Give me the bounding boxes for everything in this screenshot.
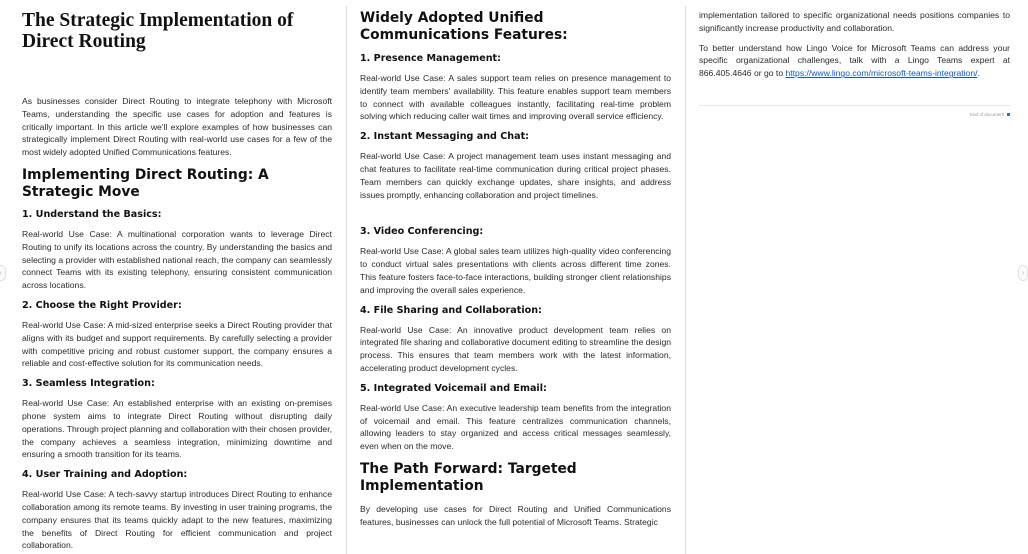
item-heading: 3. Seamless Integration:	[22, 378, 155, 390]
item-text: Real-world Use Case: A tech-savvy startup introduces Direct Routing to enhance collaboration among its remote teams. By investing in user training programs, the company ensures that its teams quickly adapt to the new features, maximizing the benefits of Direct Routing for efficient communication and project collaboration.	[22, 489, 332, 551]
end-of-document-marker	[970, 112, 1010, 117]
end-of-document-label: End of document	[969, 112, 1004, 117]
item-heading: 1. Understand the Basics:	[22, 208, 162, 220]
item-text: Real-world Use Case: An established enterprise with an existing on-premises phone system aims to integrate Direct Routing without disrupting daily operations. Through project planning and collaboration with their chosen provider, the company achieves a seamless integration, minimizing downtime and ensuring a smooth transition for its teams.	[22, 398, 332, 460]
section-heading-implementing: Implementing Direct Routing: A Strategic Move	[22, 166, 269, 200]
lingo-integration-link[interactable]: https://www.lingo.com/microsoft-teams-integration/	[785, 68, 978, 79]
item-heading: 4. User Training and Adoption:	[22, 469, 188, 481]
cta-end: .	[977, 68, 980, 79]
cta-paragraph	[699, 42, 1010, 80]
item-heading: 5. Integrated Voicemail and Email:	[360, 382, 547, 394]
column-divider	[685, 6, 686, 554]
path-forward-continued: implementation tailored to specific organizational needs positions companies to significantly increase productivity and collaboration.	[699, 10, 1010, 33]
column-3	[699, 0, 1010, 554]
column-divider	[346, 6, 347, 554]
end-square-icon	[1007, 113, 1010, 116]
item-heading: 4. File Sharing and Collaboration:	[360, 304, 542, 316]
path-forward-text: By developing use cases for Direct Routing and Unified Communications features, businesses can unlock the full potential of Microsoft Teams. Strategic	[360, 503, 671, 527]
column-2	[360, 0, 671, 554]
item-text: Real-world Use Case: A sales support team relies on presence management to identify team members' availability. This feature enables support team members to connect with available colleagues instantly, facilitating real-time problem solving which reducing caller wait times and improving overall service efficiency.	[360, 73, 671, 122]
section-heading-path-forward: The Path Forward: Targeted Implementation	[360, 460, 577, 494]
column-1	[22, 0, 332, 554]
cta-text: To better understand how Lingo Voice for Microsoft Teams can address your specific organizational challenges, talk with a Lingo Teams expert at 866.405.4646 or go to	[699, 42, 1010, 79]
item-heading: 2. Instant Messaging and Chat:	[360, 131, 530, 143]
end-divider	[699, 105, 1010, 106]
item-heading: 3. Video Conferencing:	[360, 226, 484, 238]
next-page-arrow-icon[interactable]: ›	[1018, 265, 1028, 281]
item-heading: 1. Presence Management:	[360, 53, 501, 64]
item-text: Real-world Use Case: A mid-sized enterprise seeks a Direct Routing provider that aligns with its budget and support requirements. By carefully selecting a provider with competitive pricing and robust customer support, the company ensures a reliable and cost-effective solution for its communication needs.	[22, 319, 332, 369]
item-text: Real-world Use Case: A project management team uses instant messaging and chat features to facilitate real-time communication during critical project phases. Team members can quickly exchange updates, share insights, and address issues promptly, enhancing collaboration and project timelines.	[360, 151, 671, 200]
prev-page-arrow-icon[interactable]	[0, 265, 6, 281]
item-text: Real-world Use Case: A multinational corporation wants to leverage Direct Routing to unify its locations across the country. By understanding the basics and selecting a provider with established national reach, the company can seamlessly connect Teams with its existing telephony, ensuring consistent communication across locations.	[22, 228, 332, 291]
article-title: The Strategic Implementation of Direct Routing	[22, 10, 294, 52]
item-text: Real-world Use Case: A global sales team utilizes high-quality video conferencing to conduct virtual sales presentations with clients across different time zones. This feature fosters face-to-face interactions, building stronger client relationships and improving the overall sales experience.	[360, 246, 671, 295]
item-text: Real-world Use Case: An executive leadership team benefits from the integration of voicemail and email. This feature centralizes communication channels, allowing leaders to stay organized and access critical messages seamlessly, even when on the move.	[360, 402, 671, 452]
section-heading-features: Widely Adopted Unified Communications Features:	[360, 10, 568, 43]
item-text: Real-world Use Case: An innovative product development team relies on integrated file sharing and collaborative document editing to streamline the design process. This ensures that team members work with the latest information, accelerating product development cycles.	[360, 324, 671, 373]
item-heading: 2. Choose the Right Provider:	[22, 299, 182, 311]
intro-paragraph: As businesses consider Direct Routing to integrate telephony with Microsoft Teams, understanding the specific use cases for adoption and features is critically important. In this article we'll explore examples of how businesses can strategically implement Direct Routing with real-world use cases for a few of the most widely adopted Unified Communications features.	[22, 96, 332, 158]
